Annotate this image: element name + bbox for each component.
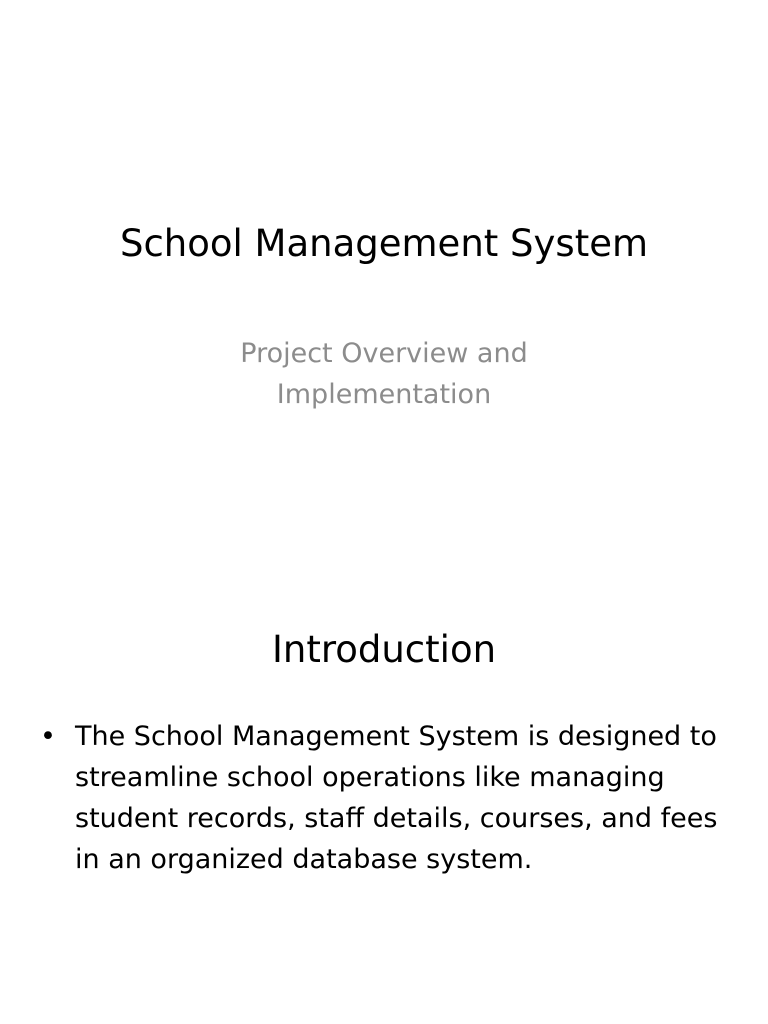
bullet-icon: •	[40, 721, 56, 752]
slide-title: Introduction	[271, 628, 497, 671]
introduction-slide	[0, 576, 768, 1024]
slide-title: School Management System	[119, 222, 649, 265]
slide-subtitle: Project Overview and Implementation	[240, 338, 528, 410]
bullet-item	[40, 716, 730, 880]
bullet-text: The School Management System is designed to streamline school operations like managing student records, staff details, courses, and fees in an organized database system.	[75, 721, 718, 875]
bullet-list	[40, 716, 730, 880]
